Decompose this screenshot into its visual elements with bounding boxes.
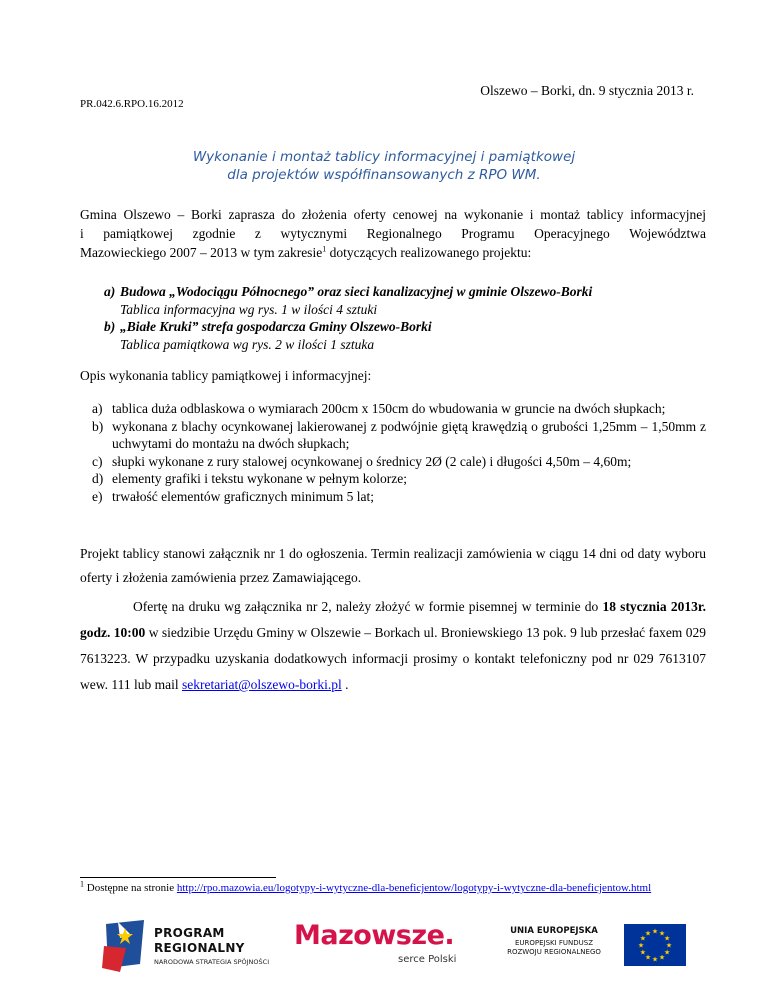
eu-star-icon: ★ xyxy=(637,941,645,950)
projects-list xyxy=(104,283,704,353)
title-line-1: Wykonanie i montaż tablicy informacyjnej i pamiątkowej xyxy=(192,149,576,165)
mazowsze-tagline: serce Polski xyxy=(398,954,457,965)
description-heading: Opis wykonania tablicy pamiątkowej i informacyjnej: xyxy=(80,368,372,383)
footnote-number: 1 xyxy=(80,879,84,889)
eu-logo xyxy=(484,922,720,970)
program-subtitle: NARODOWA STRATEGIA SPÓJNOŚCI xyxy=(154,958,270,966)
project-item xyxy=(104,318,704,353)
spec-marker: a) xyxy=(92,401,103,416)
reference-number: PR.042.6.RPO.16.2012 xyxy=(80,98,184,110)
program-regionalny-logo xyxy=(100,918,270,974)
footnote-text: Dostępne na stronie xyxy=(84,882,177,894)
spec-text: tablica duża odblaskowa o wymiarach 200cm x 150cm do wbudowania w gruncie na dwóch słupkach; xyxy=(112,401,666,416)
program-line-2: REGIONALNY xyxy=(154,941,245,955)
project-item xyxy=(104,283,704,318)
eu-star-icon: ★ xyxy=(639,934,647,943)
mazowsze-wordmark: Mazowsze. xyxy=(294,920,455,951)
eu-flag-icon xyxy=(624,924,686,966)
eu-subtitle xyxy=(494,939,614,957)
footnote xyxy=(80,879,720,895)
footnote-separator xyxy=(80,877,276,878)
spec-item xyxy=(92,453,706,471)
spec-marker: c) xyxy=(92,453,103,469)
project-name: Budowa „Wodociągu Północnego” oraz sieci kanalizacyjnej w gminie Olszewo-Borki xyxy=(120,284,593,299)
spec-text: trwałość elementów graficznych minimum 5 lat; xyxy=(112,488,375,504)
spec-item xyxy=(92,470,706,488)
spec-text: słupki wykonane z rury stalowej ocynkowanej o średnicy 2Ø (2 cale) i długości 4,50m – 4,60m; xyxy=(112,453,632,469)
document-title xyxy=(0,148,768,184)
program-line-1: PROGRAM xyxy=(154,926,225,940)
eu-star-icon: ★ xyxy=(651,955,659,964)
eu-star-icon: ★ xyxy=(639,948,647,957)
intro-line-3-end: dotyczących realizowanego projektu: xyxy=(326,245,532,260)
spec-item xyxy=(92,418,706,453)
eu-star-icon: ★ xyxy=(663,934,671,943)
spec-item xyxy=(92,400,706,418)
offer-text-1: Ofertę na druku wg załącznika nr 2, należy złożyć w formie pisemnej w terminie do xyxy=(133,599,603,614)
title-line-2: dla projektów współfinansowanych z RPO WM. xyxy=(227,167,541,183)
project-detail: Tablica informacyjna wg rys. 1 w ilości 4 sztuki xyxy=(120,301,378,317)
eu-subtitle-line-1: EUROPEJSKI FUNDUSZ xyxy=(514,939,594,947)
place-date: Olszewo – Borki, dn. 9 stycznia 2013 r. xyxy=(480,83,694,98)
intro-paragraph xyxy=(80,205,706,262)
eu-star-icon: ★ xyxy=(644,929,652,938)
project-marker: a) xyxy=(104,284,116,299)
intro-line-3 xyxy=(80,245,531,260)
mazowsze-logo xyxy=(292,920,472,972)
eu-star-icon: ★ xyxy=(658,929,666,938)
email-link[interactable]: sekretariat@olszewo-borki.pl xyxy=(181,677,342,692)
program-regionalny-emblem-icon xyxy=(100,918,150,974)
project-marker: b) xyxy=(104,319,116,334)
eu-star-icon: ★ xyxy=(665,941,673,950)
spec-marker: b) xyxy=(92,418,104,434)
footnote-reference[interactable]: 1 xyxy=(322,244,327,254)
project-paragraph: Projekt tablicy stanowi załącznik nr 1 do ogłoszenia. Termin realizacji zamówienia w ciągu 14 dni od daty wyboru oferty i złożenia zamówienia przez Zamawiającego. xyxy=(80,546,706,585)
logo-bar xyxy=(80,914,720,978)
eu-title: UNIA EUROPEJSKA xyxy=(510,926,598,936)
eu-subtitle-line-2: ROZWOJU REGIONALNEGO xyxy=(507,948,601,956)
eu-star-icon: ★ xyxy=(651,927,659,936)
eu-star-icon: ★ xyxy=(644,953,652,962)
eu-star-icon: ★ xyxy=(663,948,671,957)
offer-paragraph xyxy=(80,594,706,698)
spec-marker: e) xyxy=(92,488,103,504)
program-regionalny-text xyxy=(154,926,245,956)
eu-star-icon: ★ xyxy=(658,953,666,962)
spec-text: wykonana z blachy ocynkowanej lakierowanej z podwójnie giętą krawędzią o grubości 1,25mm – 1,50mm z uchwytami do montażu na dwóch słupkach; xyxy=(112,418,706,451)
project-name: „Białe Kruki” strefa gospodarcza Gminy Olszewo-Borki xyxy=(120,319,432,334)
intro-line-1: Gmina Olszewo – Borki zaprasza do złożenia oferty cenowej na wykonanie i montaż tablicy informacyjnej xyxy=(80,207,706,222)
footnote-link[interactable]: http://rpo.mazowia.eu/logotypy-i-wytyczne-dla-beneficjentow/logotypy-i-wytyczne-dla-beneficjentow.html xyxy=(176,882,652,894)
spec-marker: d) xyxy=(92,471,104,486)
offer-text-3: . xyxy=(341,677,349,692)
intro-line-3-text: Mazowieckiego 2007 – 2013 w tym zakresie xyxy=(80,245,323,260)
specification-list xyxy=(92,400,706,505)
intro-line-2: i pamiątkowej zgodnie z wytycznymi Regionalnego Programu Operacyjnego Województwa xyxy=(80,226,706,241)
spec-text: elementy grafiki i tekstu wykonane w pełnym kolorze; xyxy=(112,471,408,486)
spec-item xyxy=(92,488,706,506)
project-detail: Tablica pamiątkowa wg rys. 2 w ilości 1 sztuka xyxy=(120,336,375,352)
offer-deadline: 18 stycznia 2013r. godz. 10:00 xyxy=(80,599,706,640)
offer-text-2: w siedzibie Urzędu Gminy w Olszewie – Borkach ul. Broniewskiego 13 pok. 9 lub przesłać faxem 029 7613223. W przypadku uzyskania dodatkowych informacji prosimy o kontakt telefoniczny pod nr 029 7613107 wew. 111 lub mail xyxy=(80,625,706,692)
